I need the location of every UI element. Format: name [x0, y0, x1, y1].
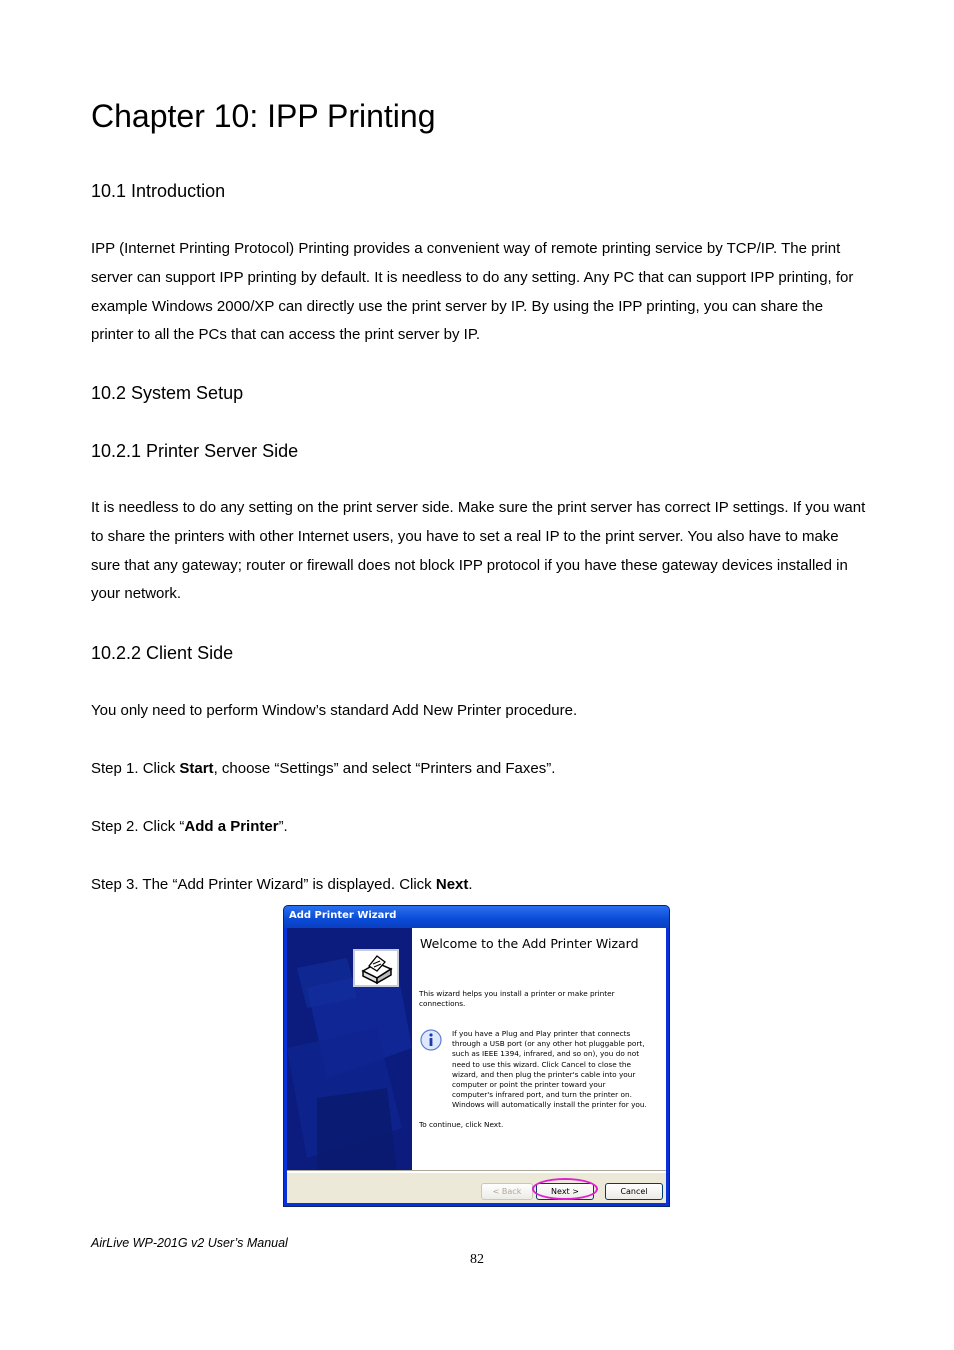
- printer-icon: [353, 949, 399, 987]
- manual-name: AirLive WP-201G v2 User’s Manual: [91, 1236, 288, 1250]
- wizard-client-area: [287, 928, 666, 1203]
- step-1: [91, 760, 555, 777]
- cancel-button[interactable]: Cancel: [605, 1183, 663, 1200]
- client-side-heading: 10.2.2 Client Side: [91, 643, 234, 663]
- step-3-text: Step 3. The “Add Printer Wizard” is displayed. Click: [91, 876, 436, 893]
- wizard-info-text: If you have a Plug and Play printer that connects through a USB port (or any other hot pluggable port, such as IEEE 1394, infrared, and so on), you do not need to use this wizard. Click Cancel to close the wizard, and then plug the printer's cable into your computer or point the printer toward your computer's infrared port, and turn the printer on. Windows will automatically install the printer for you.: [452, 1029, 647, 1110]
- step-2-text: Step 2. Click “: [91, 818, 185, 835]
- back-button[interactable]: < Back: [481, 1183, 533, 1200]
- printer-server-paragraph: It is needless to do any setting on the print server side. Make sure the print server has correct IP settings. If you want to share the printers with other Internet users, you have to set a real IP to the print server. You also have to make sure that any gateway; router or firewall does not block IPP protocol if you have these gateway devices installed in your network.: [91, 499, 866, 603]
- wizard-window-title: Add Printer Wizard: [289, 910, 397, 921]
- step-3: [91, 876, 473, 893]
- step-2-text-end: ”.: [278, 818, 288, 835]
- next-button[interactable]: Next >: [536, 1183, 594, 1200]
- page-number: 82: [470, 1252, 484, 1267]
- wizard-side-panel: [287, 928, 412, 1170]
- next-button-highlight: [532, 1178, 598, 1200]
- printer-server-heading: 10.2.1 Printer Server Side: [91, 441, 299, 461]
- step-1-text-end: , choose “Settings” and select “Printers and Faxes”.: [213, 760, 556, 777]
- step-3-bold: Next: [435, 876, 469, 893]
- intro-heading: 10.1 Introduction: [91, 181, 226, 201]
- wizard-content: [412, 928, 666, 1170]
- system-setup-heading: 10.2 System Setup: [91, 383, 244, 403]
- chapter-title: Chapter 10: IPP Printing: [91, 98, 436, 134]
- step-1-bold: Start: [179, 760, 214, 777]
- wizard-titlebar: [284, 906, 669, 928]
- step-3-text-end: .: [468, 876, 473, 893]
- step-1-text: Step 1. Click: [91, 760, 180, 777]
- info-icon: [420, 1029, 442, 1051]
- client-side-paragraph: You only need to perform Window’s standard Add New Printer procedure.: [91, 702, 578, 719]
- step-2-bold: Add a Printer: [184, 818, 279, 835]
- step-2: [91, 818, 288, 835]
- wizard-separator: [287, 1170, 666, 1173]
- add-printer-wizard-window: [283, 905, 670, 1207]
- wizard-intro-text: This wizard helps you install a printer or make printer connections.: [419, 989, 615, 1009]
- wizard-heading: Welcome to the Add Printer Wizard: [420, 936, 639, 951]
- intro-paragraph: IPP (Internet Printing Protocol) Printing provides a convenient way of remote printing service by TCP/IP. The print server can support IPP printing by default. It is needless to do any setting. Any PC that can support IPP printing, for example Windows 2000/XP can directly use the print server by IP. By using the IPP printing, you can share the printer to all the PCs that can access the print server by IP.: [91, 240, 854, 344]
- wizard-continue-text: To continue, click Next.: [419, 1120, 504, 1129]
